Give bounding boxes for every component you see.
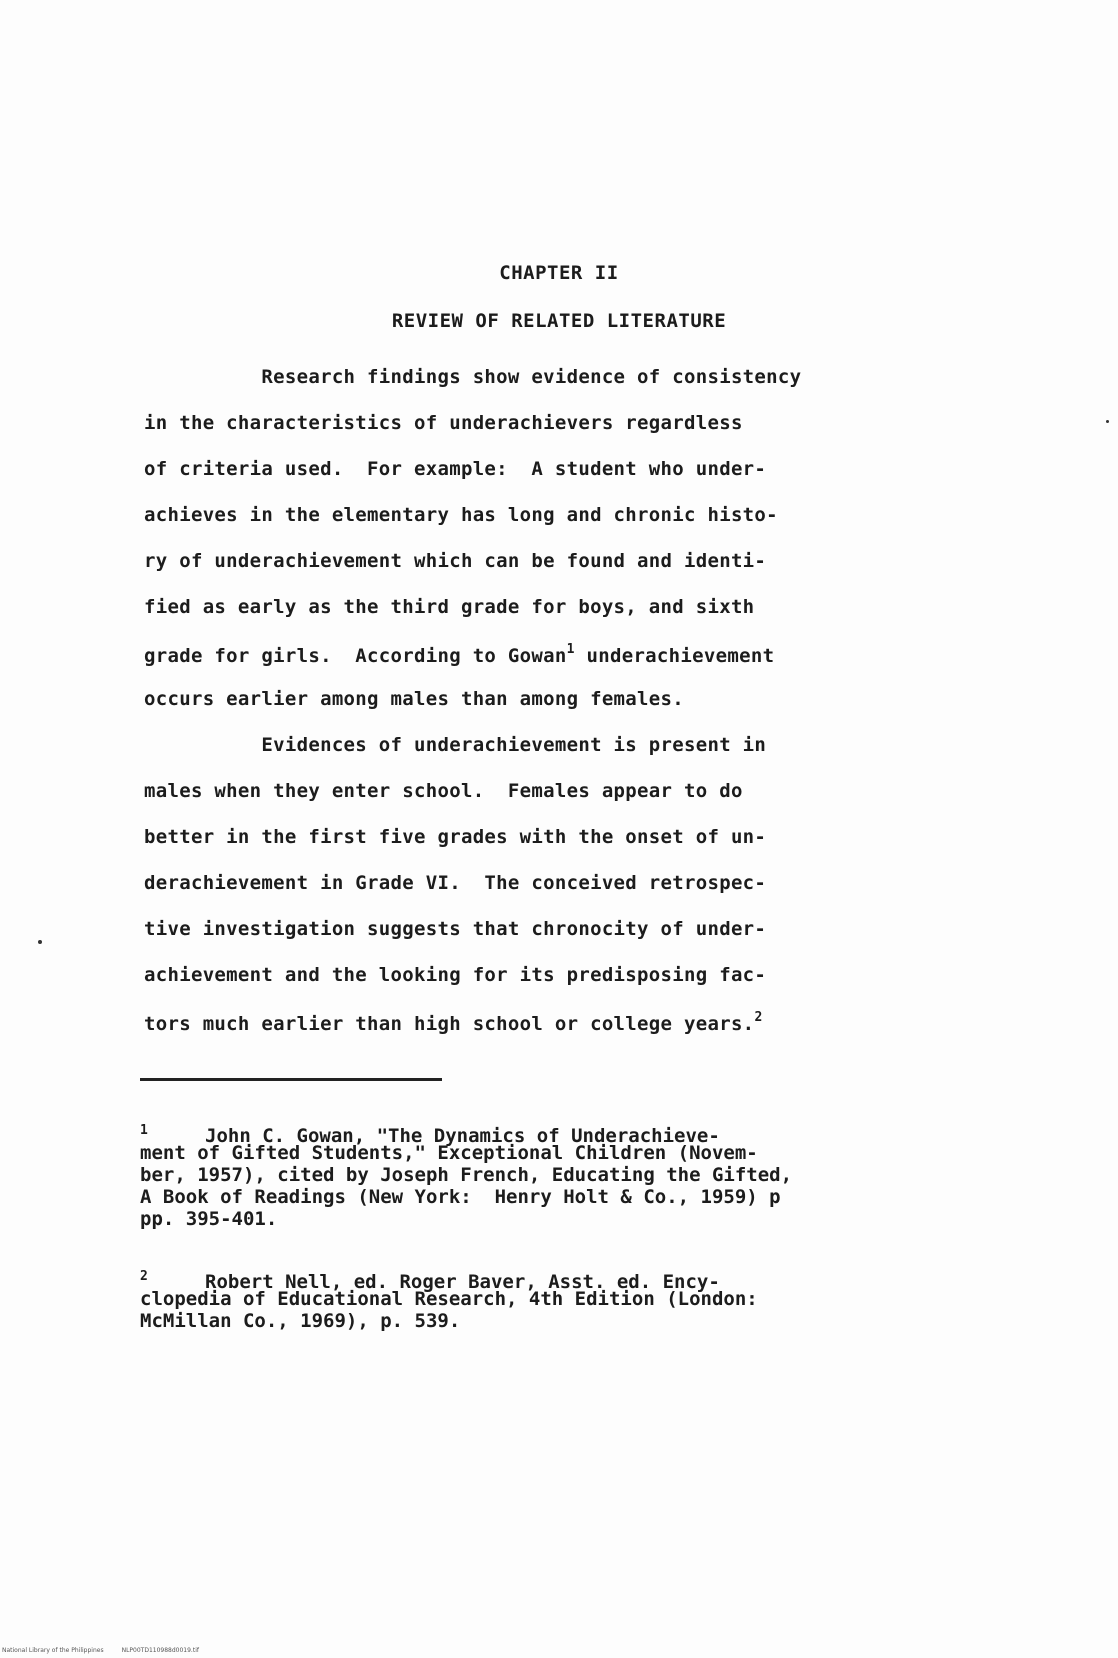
footnote-separator	[140, 1078, 442, 1081]
scan-speck	[38, 940, 42, 944]
paragraph-line: tive investigation suggests that chronocity of under-	[144, 918, 767, 940]
footnote-text: Robert Nell, ed. Roger Baver, Asst. ed. Ency-	[147, 1271, 720, 1293]
paragraph-line-years	[144, 1010, 763, 1035]
paragraph-line: derachievement in Grade VI. The conceived retrospec-	[144, 872, 767, 894]
paragraph-line-gowan	[144, 642, 774, 667]
footnote-ref-2: 2	[754, 1010, 763, 1025]
footnote-line: ment of Gifted Students," Exceptional Children (Novem-	[140, 1142, 758, 1164]
footnote-line: ber, 1957), cited by Joseph French, Educating the Gifted,	[140, 1164, 793, 1186]
chapter-title: REVIEW OF RELATED LITERATURE	[391, 310, 727, 332]
paragraph-line: occurs earlier among males than among females.	[144, 688, 684, 710]
footer-file: NLP00TD110988d0019.tif	[121, 1647, 199, 1654]
paragraph-line: better in the first five grades with the onset of un-	[144, 826, 767, 848]
paragraph-line: in the characteristics of underachievers regardless	[144, 412, 743, 434]
paragraph-line-text: tors much earlier than high school or college years.	[144, 1013, 755, 1035]
paragraph-line: ry of underachievement which can be found and identi-	[144, 550, 767, 572]
footnote-line: clopedia of Educational Research, 4th Edition (London:	[140, 1288, 758, 1310]
paragraph-line: achievement and the looking for its predisposing fac-	[144, 964, 767, 986]
chapter-heading: CHAPTER II	[499, 262, 619, 284]
paragraph-line: of criteria used. For example: A student who under-	[144, 458, 767, 480]
footer-library: National Library of the Philippines	[2, 1647, 104, 1654]
scan-speck	[1106, 420, 1109, 423]
footnote-line: pp. 395-401.	[140, 1208, 278, 1230]
paragraph-line: Evidences of underachievement is present in	[144, 734, 767, 756]
footnote-text: John C. Gowan, "The Dynamics of Underachieve-	[147, 1125, 720, 1147]
paragraph-line-tail: underachievement	[574, 645, 775, 667]
scan-footer	[2, 1647, 217, 1654]
footnote-line: McMillan Co., 1969), p. 539.	[140, 1310, 461, 1332]
footnote-mark-1: 1	[140, 1123, 148, 1138]
paragraph-line-text: grade for girls. According to Gowan	[144, 645, 567, 667]
paragraph-line: fied as early as the third grade for boys, and sixth	[144, 596, 755, 618]
paragraph-line: achieves in the elementary has long and chronic histo-	[144, 504, 778, 526]
footnote-ref-1: 1	[566, 642, 575, 657]
footnote-mark-2: 2	[140, 1269, 148, 1284]
footnote-line: A Book of Readings (New York: Henry Holt & Co., 1959) p	[140, 1186, 781, 1208]
paragraph-line: Research findings show evidence of consistency	[144, 366, 802, 388]
paragraph-line: males when they enter school. Females appear to do	[144, 780, 743, 802]
